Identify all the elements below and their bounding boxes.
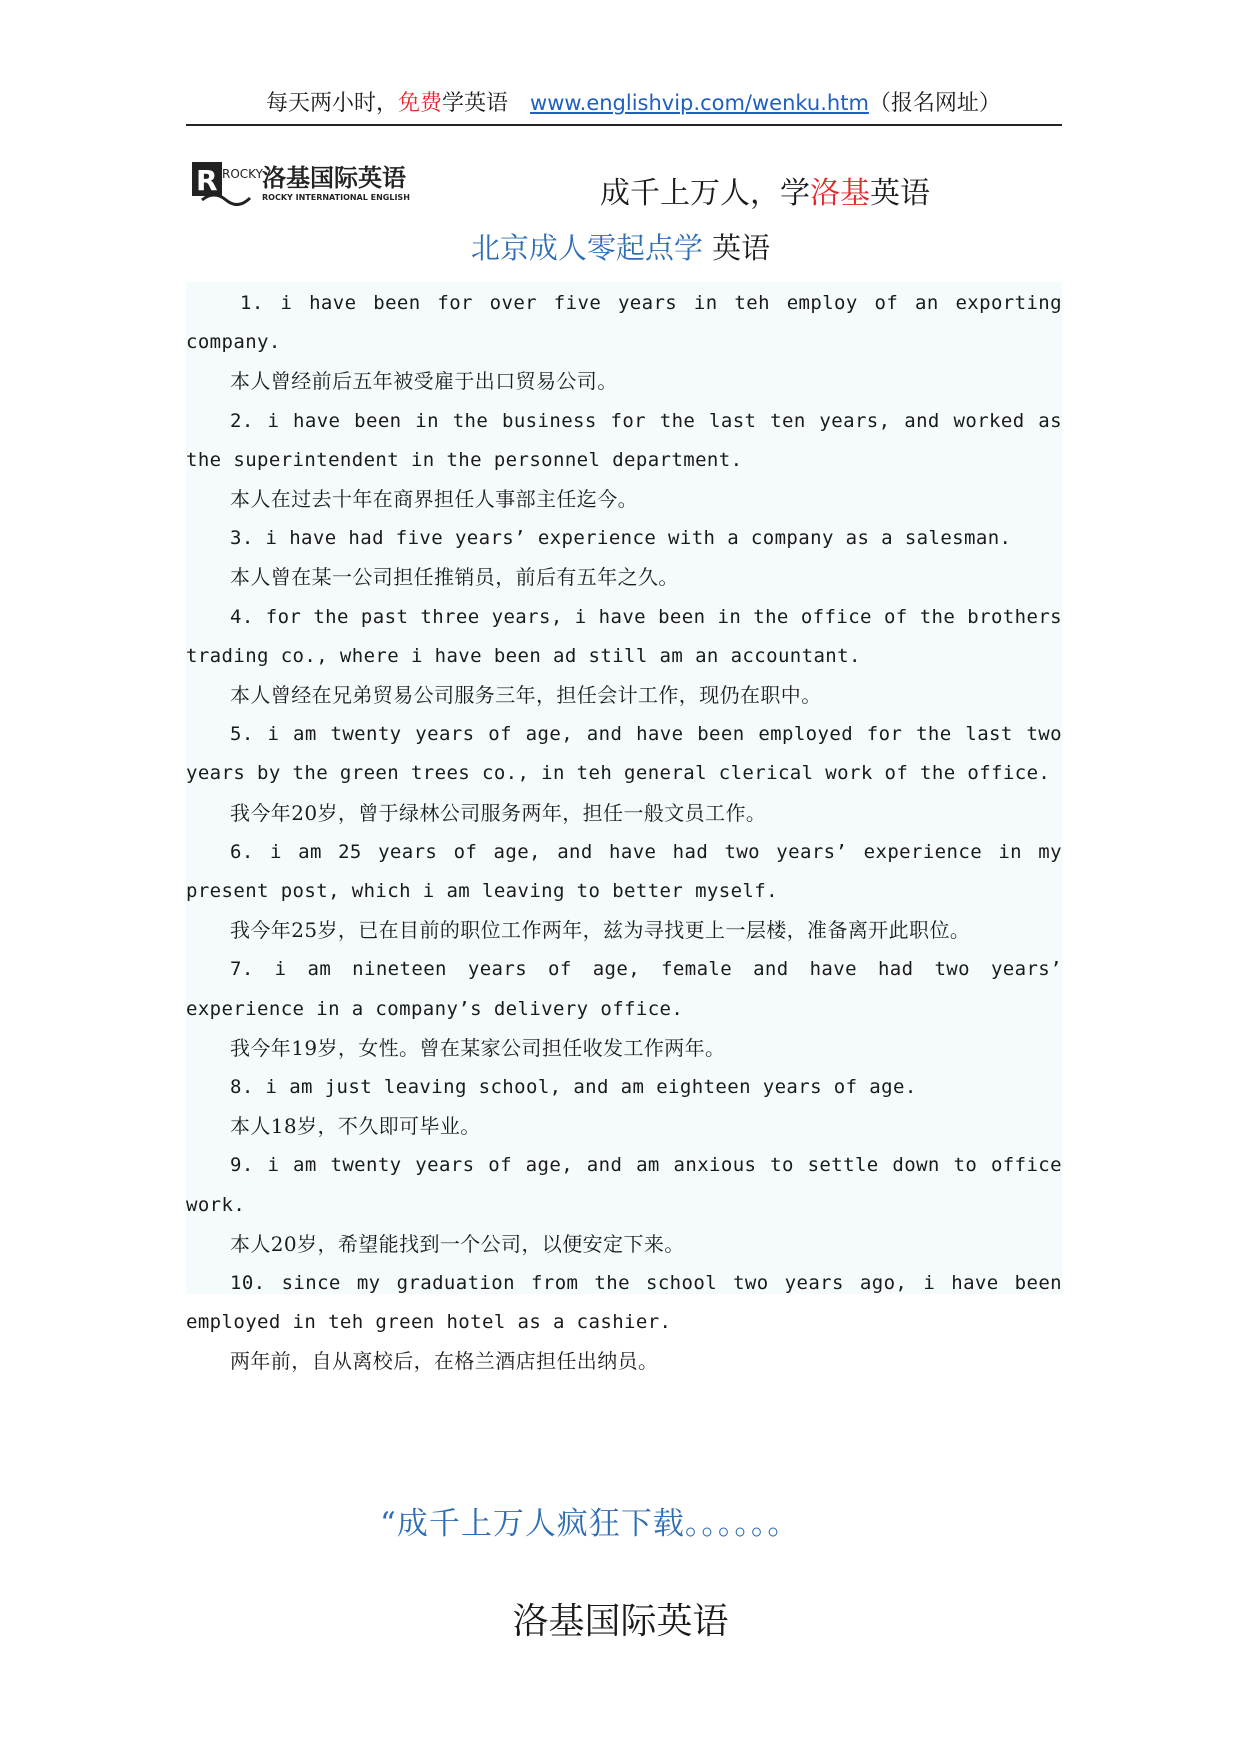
sentence-zh: 我今年20岁，曾于绿林公司服务两年，担任一般文员工作。: [230, 800, 767, 825]
sentence-zh: 本人20岁，希望能找到一个公司，以便安定下来。: [230, 1231, 685, 1256]
signup-link[interactable]: www.englishvip.com/wenku.htm: [530, 91, 869, 115]
content-block: [186, 282, 1062, 1374]
header-text: [266, 91, 508, 116]
sentence-zh: 两年前，自从离校后，在格兰酒店担任出纳员。: [230, 1349, 659, 1374]
sentence-en: 2. i have been in the business for the last ten years, and worked as the superintendent in the personnel department.: [186, 409, 1062, 471]
sentence-zh: 本人曾经前后五年被受雇于出口贸易公司。: [230, 369, 618, 394]
slogan: [600, 176, 930, 212]
svg-text:R: R: [196, 164, 218, 197]
link-suffix: （报名网址）: [868, 91, 1001, 116]
logo-name-text: 洛基国际英语: [262, 164, 406, 192]
sentence-zh: 我今年25岁，已在目前的职位工作两年，兹为寻找更上一层楼，准备离开此职位。: [230, 918, 971, 943]
sentence-zh: 本人18岁，不久即可毕业。: [230, 1114, 481, 1139]
sentence-zh: 本人曾在某一公司担任推销员，前后有五年之久。: [230, 565, 679, 590]
header-text-part: 每天两小时，: [266, 91, 399, 116]
sentence-en: 4. for the past three years, i have been in the office of the brothers trading co., where i have been ad still am an accountant.: [186, 605, 1062, 667]
header-text-part: 学英语: [442, 91, 509, 116]
slogan-brand: 洛基: [810, 176, 870, 211]
sentence-en: 6. i am 25 years of age, and have had two years’ experience in my present post, which i am leaving to better myself.: [186, 840, 1062, 903]
page-header: [186, 88, 1062, 126]
download-quote: “成千上万人疯狂下载。。。。。。: [380, 1506, 800, 1542]
subtitle-blue: 北京成人零起点学: [470, 231, 703, 265]
sentence-zh: 本人在过去十年在商界担任人事部主任迄今。: [230, 487, 638, 512]
sentence-en: 9. i am twenty years of age, and am anxious to settle down to office work.: [186, 1154, 1062, 1216]
slogan-part: 成千上万人，学: [600, 176, 810, 211]
sentence-en: 3. i have had five years’ experience with a company as a salesman.: [230, 527, 1012, 550]
slogan-part: 英语: [870, 176, 930, 211]
logo-subtitle-text: ROCKY INTERNATIONAL ENGLISH: [262, 193, 410, 202]
sentence-en: 1. i have been for over five years in teh employ of an exporting company.: [186, 292, 1062, 354]
sentence-zh: 我今年19岁，女性。曾在某家公司担任收发工作两年。: [230, 1035, 726, 1060]
sentence-en: 8. i am just leaving school, and am eighteen years of age.: [230, 1076, 917, 1099]
sentence-en: 7. i am nineteen years of age, female and have had two years’ experience in a company’s delivery office.: [186, 958, 1062, 1020]
document-subtitle: [0, 230, 1241, 266]
sentence-en: 10. since my graduation from the school two years ago, i have been employed in teh green hotel as a cashier.: [186, 1272, 1062, 1334]
subtitle-black: 英语: [712, 231, 771, 265]
footer-brand: 洛基国际英语: [512, 1601, 729, 1642]
header-free-text: 免费: [398, 91, 443, 116]
sentence-en: 5. i am twenty years of age, and have been employed for the last two years by the green trees co., in teh general clerical work of the office.: [186, 723, 1062, 785]
rocky-logo: [192, 160, 422, 206]
logo-mark-text: ROCKY: [222, 167, 263, 181]
sentence-zh: 本人曾经在兄弟贸易公司服务三年，担任会计工作，现仍在职中。: [230, 683, 822, 708]
